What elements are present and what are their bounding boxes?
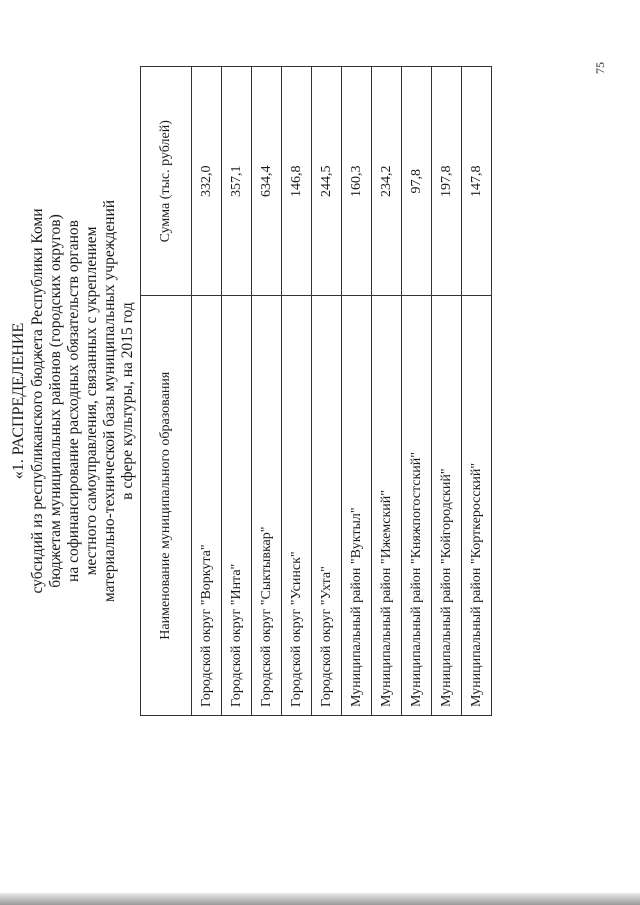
municipality-name: Муниципальный район "Койгородский"	[432, 296, 462, 716]
table-row	[462, 67, 492, 716]
table-header-row	[141, 67, 192, 716]
heading-line-5: материально-технической базы муниципальных учреждений	[101, 199, 118, 603]
municipality-name: Городской округ "Усинск"	[282, 296, 312, 716]
table-row	[432, 67, 462, 716]
subsidy-amount: 160,3	[342, 67, 372, 296]
subsidy-amount: 146,8	[282, 67, 312, 296]
heading-line-6: в сфере культуры, на 2015 год	[119, 302, 136, 500]
document-content	[10, 66, 484, 736]
subsidy-amount: 97,8	[402, 67, 432, 296]
subsidy-amount: 244,5	[312, 67, 342, 296]
column-header-amount: Сумма (тыс. рублей)	[141, 67, 192, 296]
municipality-name: Муниципальный район "Ижемский"	[372, 296, 402, 716]
scan-edge-shadow	[0, 893, 640, 905]
subsidy-table	[140, 66, 492, 716]
municipality-name: Муниципальный район "Корткеросский"	[462, 296, 492, 716]
table-row	[342, 67, 372, 716]
heading-line-4: местного самоуправления, связанных с укреплением	[83, 226, 100, 576]
subsidy-amount: 357,1	[222, 67, 252, 296]
subsidy-amount: 634,4	[252, 67, 282, 296]
subsidy-amount: 147,8	[462, 67, 492, 296]
table-row	[192, 67, 222, 716]
subsidy-amount: 234,2	[372, 67, 402, 296]
subsidy-amount: 332,0	[192, 67, 222, 296]
table-row	[372, 67, 402, 716]
municipality-name: Городской округ "Сыктывкар"	[252, 296, 282, 716]
column-header-name: Наименование муниципального образования	[141, 296, 192, 716]
subsidy-amount: 197,8	[432, 67, 462, 296]
heading-line-3: на софинансирование расходных обязательств органов	[65, 220, 82, 582]
table-row	[252, 67, 282, 716]
table-row	[222, 67, 252, 716]
heading-title: «1. РАСПРЕДЕЛЕНИЕ	[10, 322, 27, 480]
municipality-name: Городской округ "Ухта"	[312, 296, 342, 716]
municipality-name: Городской округ "Воркута"	[192, 296, 222, 716]
municipality-name: Муниципальный район "Княжпогостский"	[402, 296, 432, 716]
table-row	[282, 67, 312, 716]
municipality-name: Муниципальный район "Вуктыл"	[342, 296, 372, 716]
heading-line-1: субсидий из республиканского бюджета Республики Коми	[29, 208, 46, 594]
table-row	[402, 67, 432, 716]
municipality-name: Городской округ "Инта"	[222, 296, 252, 716]
table-row	[312, 67, 342, 716]
heading-line-2: бюджетам муниципальных районов (городских округов)	[47, 214, 64, 588]
document-heading	[10, 66, 140, 736]
page-number: 75	[593, 62, 607, 74]
